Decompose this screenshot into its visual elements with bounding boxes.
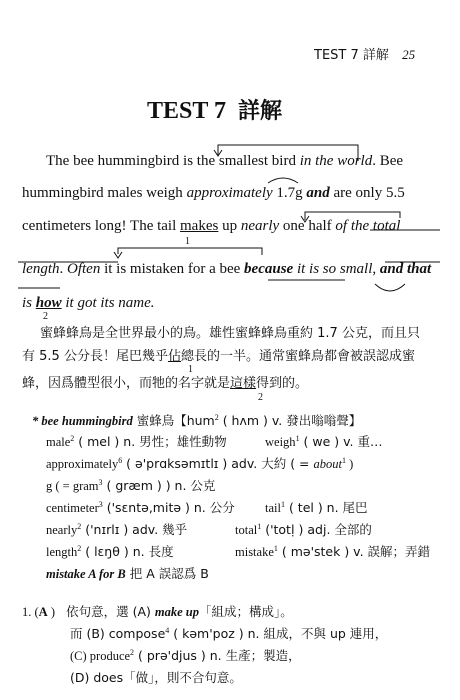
answer-line-4: (D) does「做」，則不合句意。	[70, 670, 242, 685]
page-title-test: TEST 7	[147, 98, 226, 124]
vocab-mistake-a-for-b: mistake A for B 把 A 誤認爲 B	[46, 566, 209, 581]
page-title-word: 詳解	[237, 99, 282, 124]
vocab-male: male$^2$ ( mel ) n. 男性；雄性動物	[46, 434, 227, 449]
passage-note-2: 2	[43, 311, 48, 322]
passage-line-2: hummingbird males weigh approximately 1.7g and are only 5.5	[22, 185, 405, 201]
translation-line-2: 有 5.5 公分長！尾巴幾乎佔總長的一半。通常蜜蜂鳥都會被誤認成蜜	[22, 349, 415, 364]
arrow-length-to-because	[118, 248, 262, 255]
vocab-bee-hummingbird: * bee hummingbird 蜜蜂鳥【hum$^2$ ( hʌm ) v. 發出嗡嗡聲】	[32, 413, 362, 428]
answer-line-3: (C) produce$^2$ ( prə'djus ) n. 生產；製造，	[70, 648, 301, 663]
answer-line-1: 1. (A ) 依句意，選 (A) make up「組成；構成」。	[22, 604, 293, 619]
vocab-length: length$^2$ ( lɛŋθ ) n. 長度	[46, 544, 174, 559]
vocab-nearly: nearly$^2$ ('nɪrlɪ ) adv. 幾乎	[46, 522, 188, 537]
answer-letter: A	[38, 605, 48, 619]
vocab-total: total$^1$ ('totḷ ) adj. 全部的	[235, 522, 372, 537]
translation-line-1: 蜜蜂蜂鳥是全世界最小的鳥。雄性蜜蜂蜂鳥重約 1.7 公克，而且只	[40, 326, 420, 341]
running-header-title: TEST 7 詳解	[314, 48, 389, 63]
arrow-length-tip	[114, 252, 122, 258]
arc-approximately	[268, 178, 298, 183]
vocab-centimeter: centimeter$^3$ ('sɛntə,mitə ) n. 公分	[46, 500, 235, 515]
vocab-tail: tail$^1$ ( tel ) n. 尾巴	[265, 500, 368, 515]
translation-note-1: 1	[188, 364, 193, 375]
translation-note-2: 2	[258, 392, 263, 403]
passage-line-3: centimeters long! The tail makes up nearly one half of the total	[22, 218, 401, 234]
passage-line-5: is how it got its name.	[22, 295, 155, 311]
vocab-approximately: approximately$^6$ ( ə'prɑksəmɪtlɪ ) adv. 大約 ( = about$^1$ )	[46, 456, 354, 471]
page-number: 25	[402, 47, 416, 62]
answer-number: 1. (	[22, 605, 39, 619]
arc-and-that	[375, 284, 405, 291]
vocab-mistake: mistake$^1$ ( mə'stek ) v. 誤解；弄錯	[235, 544, 431, 559]
passage-note-1: 1	[185, 236, 190, 247]
answer-line-2: 而 (B) compose$^4$ ( kəm'poz ) n. 組成，不與 up 連用，	[70, 626, 388, 641]
running-header	[314, 44, 415, 63]
vocab-weigh: weigh$^1$ ( we ) v. 重…	[265, 434, 383, 449]
passage-line-1: The bee hummingbird is the smallest bird in the world. Bee	[46, 153, 404, 169]
passage-line-4: length. Often it is mistaken for a bee because it is so small, and that	[22, 261, 432, 277]
translation-line-3: 蜂，因爲體型很小，而牠的名字就是這樣得到的。	[22, 376, 309, 391]
vocab-gram: g ( = gram$^3$ ( græm ) ) n. 公克	[46, 478, 216, 493]
page-title	[147, 94, 282, 125]
